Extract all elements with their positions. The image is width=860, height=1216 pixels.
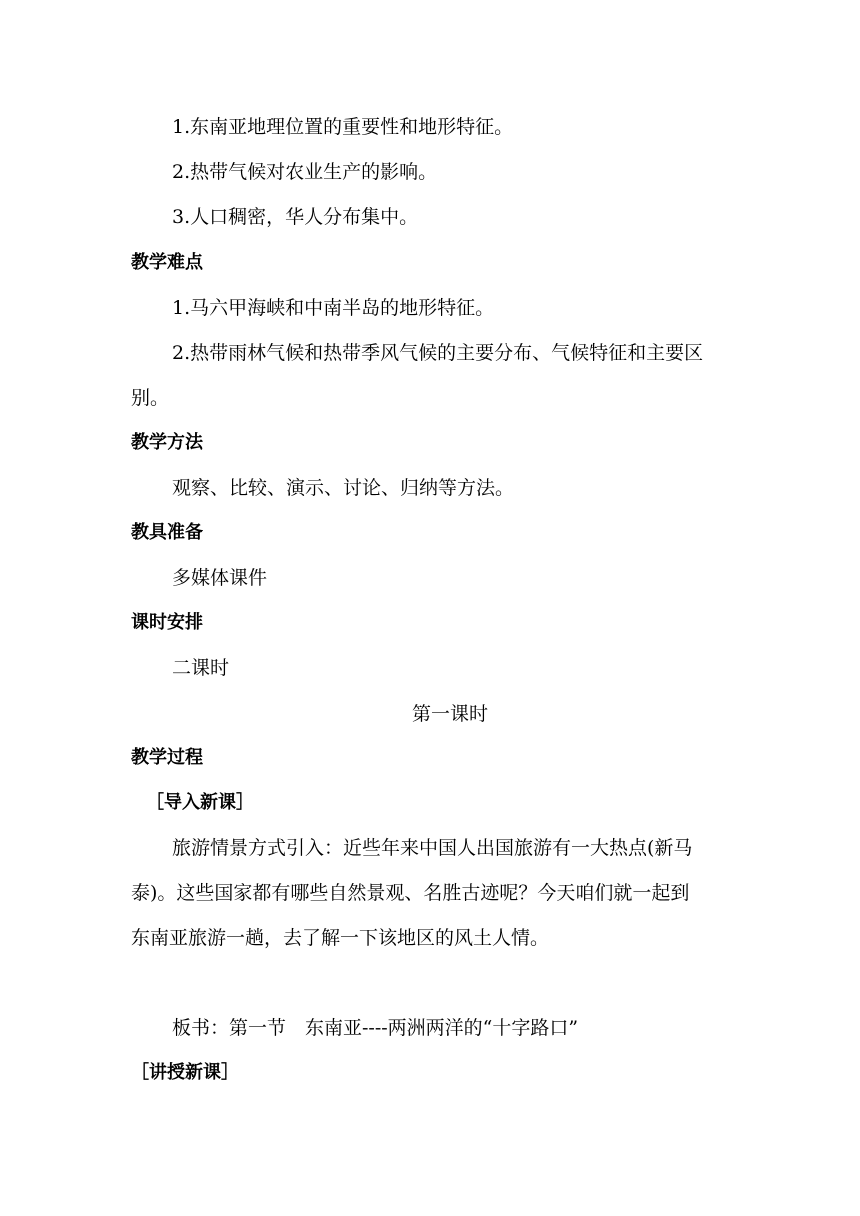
method-heading: 教学方法 (131, 432, 203, 453)
difficulty-item-2-cont: 别。 (131, 387, 170, 409)
schedule-text: 二课时 (172, 657, 230, 679)
difficulty-item-1: 1.马六甲海峡和中南半岛的地形特征。 (172, 297, 495, 319)
difficulty-item-2: 2.热带雨林气候和热带季风气候的主要分布、气候特征和主要区 (172, 342, 704, 364)
new-lesson-label: ［讲授新课］ (131, 1062, 239, 1083)
key-point-3: 3.人口稠密，华人分布集中。 (172, 206, 419, 228)
schedule-heading: 课时安排 (131, 612, 203, 633)
intro-label: ［导入新课］ (146, 792, 254, 813)
intro-line-1: 旅游情景方式引入：近些年来中国人出国旅游有一大热点(新马 (172, 837, 693, 859)
process-heading: 教学过程 (131, 747, 203, 768)
lesson-title: 第一课时 (412, 703, 489, 725)
key-point-1: 1.东南亚地理位置的重要性和地形特征。 (172, 116, 514, 138)
intro-line-3: 东南亚旅游一趟，去了解一下该地区的风土人情。 (131, 927, 550, 949)
tools-text: 多媒体课件 (172, 567, 268, 589)
key-point-2: 2.热带气候对农业生产的影响。 (172, 161, 438, 183)
method-text: 观察、比较、演示、讨论、归纳等方法。 (172, 477, 515, 499)
tools-heading: 教具准备 (131, 522, 203, 543)
difficulty-heading: 教学难点 (131, 252, 203, 273)
board-text: 板书：第一节 东南亚----两洲两洋的“十字路口” (172, 1017, 579, 1039)
intro-line-2: 泰)。这些国家都有哪些自然景观、名胜古迹呢？今天咱们就一起到 (131, 882, 690, 904)
